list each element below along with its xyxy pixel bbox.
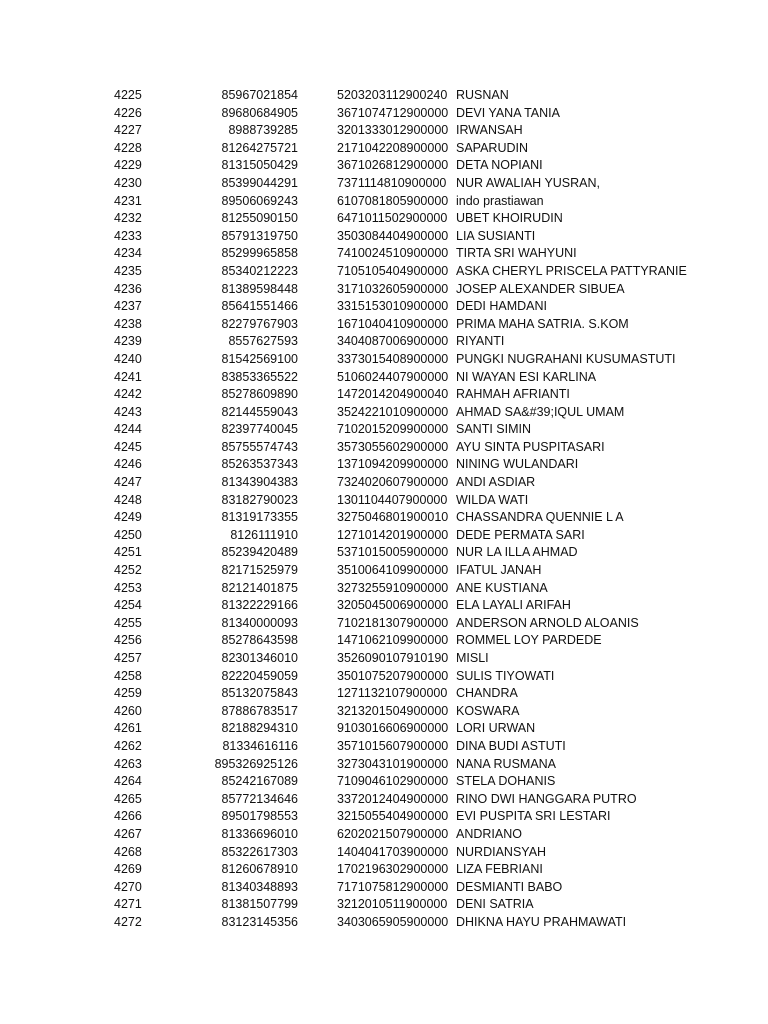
- table-row: [0, 175, 768, 193]
- row-number-cell: 4257: [114, 651, 142, 665]
- row-number-cell: 4265: [114, 791, 142, 806]
- name-cell: IRWANSAH: [456, 123, 523, 138]
- name-cell: NI WAYAN ESI KARLINA: [456, 369, 597, 384]
- id-number-cell: 7105105404900000: [337, 263, 449, 278]
- name-cell: DETA NOPIANI: [456, 158, 543, 173]
- name-cell: IFATUL JANAH: [456, 563, 542, 578]
- row-number-cell: 4251: [114, 545, 142, 560]
- table-row: [0, 685, 768, 703]
- phone-number-cell: 81319173355: [221, 510, 298, 525]
- phone-number-cell: 81264275721: [221, 140, 298, 155]
- phone-number-cell: 85340212223: [221, 263, 298, 278]
- table-row: [0, 879, 768, 897]
- id-number-cell: 1301104407900000: [337, 492, 448, 507]
- name-cell: ANDI ASDIAR: [456, 475, 536, 490]
- row-number-cell: 4243: [114, 404, 142, 419]
- name-cell: NUR LA ILLA AHMAD: [456, 545, 578, 560]
- id-number-cell: 1671040410900000: [337, 316, 449, 331]
- id-number-cell: 6471011502900000: [337, 211, 448, 226]
- id-number-cell: 1702196302900000: [337, 862, 449, 877]
- phone-number-cell: 85278643598: [221, 633, 298, 648]
- name-cell: CHANDRA: [456, 686, 518, 701]
- name-cell: RAHMAH AFRIANTI: [456, 387, 570, 402]
- table-row: [0, 791, 768, 809]
- table-row: [0, 369, 768, 387]
- table-row: [0, 281, 768, 299]
- phone-number-cell: 89501798553: [221, 809, 298, 824]
- row-number-cell: 4260: [114, 703, 142, 718]
- id-number-cell: 7371114810900000: [337, 175, 447, 190]
- row-number-cell: 4230: [114, 175, 142, 190]
- row-number-cell: 4253: [114, 580, 142, 595]
- table-row: [0, 157, 768, 175]
- phone-number-cell: 81336696010: [221, 826, 298, 841]
- row-number-cell: 4262: [114, 738, 142, 753]
- name-cell: AHMAD SA&#39;IQUL UMAM: [456, 404, 625, 419]
- id-number-cell: 5371015005900000: [337, 545, 449, 560]
- phone-number-cell: 82144559043: [221, 404, 298, 419]
- name-cell: NANA RUSMANA: [456, 756, 557, 771]
- id-number-cell: 1271014201900000: [337, 527, 449, 542]
- phone-number-cell: 85242167089: [221, 774, 298, 789]
- phone-number-cell: 81343904383: [221, 475, 298, 490]
- name-cell: PUNGKI NUGRAHANI KUSUMASTUTI: [456, 351, 676, 366]
- id-number-cell: 6202021507900000: [337, 826, 449, 841]
- phone-number-cell: 85132075843: [221, 686, 298, 701]
- table-row: [0, 632, 768, 650]
- phone-number-cell: 85755574743: [221, 439, 298, 454]
- table-row: [0, 615, 768, 633]
- name-cell: TIRTA SRI WAHYUNI: [456, 246, 577, 261]
- row-number-cell: 4266: [114, 809, 142, 824]
- name-cell: ELA LAYALI ARIFAH: [456, 598, 571, 613]
- phone-number-cell: 81260678910: [221, 862, 298, 877]
- table-row: [0, 386, 768, 404]
- table-row: [0, 245, 768, 263]
- name-cell: RUSNAN: [456, 88, 509, 102]
- row-number-cell: 4263: [114, 756, 142, 771]
- phone-number-cell: 81340348893: [221, 879, 298, 894]
- phone-number-cell: 85239420489: [221, 545, 298, 560]
- name-cell: WILDA WATI: [456, 492, 529, 507]
- name-cell: AYU SINTA PUSPITASARI: [456, 439, 605, 454]
- table-row: [0, 333, 768, 351]
- phone-number-cell: 82188294310: [221, 721, 298, 736]
- id-number-cell: 5203203112900240: [337, 88, 448, 102]
- row-number-cell: 4240: [114, 351, 142, 366]
- table-row: [0, 562, 768, 580]
- id-number-cell: 3205045006900000: [337, 598, 449, 613]
- id-number-cell: 9103016606900000: [337, 721, 449, 736]
- table-row: [0, 421, 768, 439]
- row-number-cell: 4268: [114, 844, 142, 859]
- phone-number-cell: 85278609890: [221, 387, 298, 402]
- phone-number-cell: 82397740045: [221, 422, 298, 437]
- name-cell: PRIMA MAHA SATRIA. S.KOM: [456, 316, 629, 331]
- name-cell: DEDE PERMATA SARI: [456, 527, 585, 542]
- name-cell: NURDIANSYAH: [456, 844, 547, 859]
- row-number-cell: 4259: [114, 686, 142, 701]
- name-cell: DEVI YANA TANIA: [456, 105, 560, 120]
- name-cell: SAPARUDIN: [456, 140, 529, 155]
- id-number-cell: 6107081805900000: [337, 193, 449, 208]
- id-number-cell: 3403065905900000: [337, 914, 449, 929]
- phone-number-cell: 85772134646: [221, 791, 298, 806]
- phone-number-cell: 8557627593: [228, 334, 298, 349]
- name-cell: DHIKNA HAYU PRAHMAWATI: [456, 914, 627, 929]
- row-number-cell: 4229: [114, 158, 142, 173]
- table-row: [0, 298, 768, 316]
- table-row: [0, 597, 768, 615]
- table-row: [0, 263, 768, 281]
- row-number-cell: 4232: [114, 211, 142, 226]
- table-row: [0, 316, 768, 334]
- id-number-cell: 3215055404900000: [337, 809, 449, 824]
- phone-number-cell: 85791319750: [221, 228, 298, 243]
- name-cell: RINO DWI HANGGARA PUTRO: [456, 791, 637, 806]
- table-row: [0, 844, 768, 862]
- row-number-cell: 4238: [114, 316, 142, 331]
- row-number-cell: 4242: [114, 387, 142, 402]
- row-number-cell: 4226: [114, 105, 142, 120]
- row-number-cell: 4236: [114, 281, 142, 296]
- table-row: [0, 914, 768, 932]
- phone-number-cell: 83123145356: [221, 914, 298, 929]
- id-number-cell: 1371094209900000: [337, 457, 449, 472]
- table-row: [0, 896, 768, 914]
- table-row: [0, 474, 768, 492]
- name-cell: STELA DOHANIS: [456, 774, 556, 789]
- name-cell: DEDI HAMDANI: [456, 299, 547, 314]
- phone-number-cell: 85322617303: [221, 844, 298, 859]
- table-row: [0, 544, 768, 562]
- phone-number-cell: 81340000093: [221, 615, 298, 630]
- id-number-cell: 1271132107900000: [337, 686, 448, 701]
- table-row: [0, 140, 768, 158]
- name-cell: SULIS TIYOWATI: [456, 668, 555, 683]
- table-row: [0, 439, 768, 457]
- id-number-cell: 1404041703900000: [337, 844, 449, 859]
- id-number-cell: 3213201504900000: [337, 703, 449, 718]
- id-number-cell: 7102181307900000: [337, 615, 449, 630]
- id-number-cell: 3671026812900000: [337, 158, 449, 173]
- id-number-cell: 3315153010900000: [337, 299, 449, 314]
- name-cell: NUR AWALIAH YUSRAN,: [456, 175, 601, 190]
- row-number-cell: 4244: [114, 422, 142, 437]
- phone-number-cell: 81315050429: [221, 158, 298, 173]
- phone-number-cell: 82220459059: [221, 668, 298, 683]
- phone-number-cell: 85299965858: [221, 246, 298, 261]
- row-number-cell: 4241: [114, 369, 142, 384]
- phone-number-cell: 81542569100: [221, 351, 298, 366]
- name-cell: NINING WULANDARI: [456, 457, 579, 472]
- phone-number-cell: 82301346010: [221, 651, 298, 665]
- data-sheet: [0, 87, 768, 932]
- name-cell: DESMIANTI BABO: [456, 879, 563, 894]
- row-number-cell: 4269: [114, 862, 142, 877]
- id-number-cell: 7102015209900000: [337, 422, 449, 437]
- table-row: [0, 703, 768, 721]
- id-number-cell: 3510064109900000: [337, 563, 449, 578]
- phone-number-cell: 81255090150: [221, 211, 298, 226]
- table-row: [0, 773, 768, 791]
- table-row: [0, 122, 768, 140]
- id-number-cell: 3212010511900000: [337, 897, 448, 912]
- id-number-cell: 3503084404900000: [337, 228, 449, 243]
- table-row: [0, 210, 768, 228]
- phone-number-cell: 89506069243: [221, 193, 298, 208]
- name-cell: SANTI SIMIN: [456, 422, 532, 437]
- row-number-cell: 4249: [114, 510, 142, 525]
- table-row: [0, 861, 768, 879]
- row-number-cell: 4245: [114, 439, 142, 454]
- id-number-cell: 3171032605900000: [337, 281, 449, 296]
- name-cell: DENI SATRIA: [456, 897, 534, 912]
- table-row: [0, 738, 768, 756]
- id-number-cell: 5106024407900000: [337, 369, 449, 384]
- row-number-cell: 4258: [114, 668, 142, 683]
- name-cell: UBET KHOIRUDIN: [456, 211, 563, 226]
- row-number-cell: 4237: [114, 299, 142, 314]
- table-row: [0, 87, 768, 105]
- phone-number-cell: 82121401875: [221, 580, 298, 595]
- row-number-cell: 4256: [114, 633, 142, 648]
- name-cell: LORI URWAN: [456, 721, 536, 736]
- phone-number-cell: 8988739285: [228, 123, 298, 138]
- id-number-cell: 3373015408900000: [337, 351, 449, 366]
- name-cell: ANDERSON ARNOLD ALOANIS: [456, 615, 639, 630]
- table-row: [0, 720, 768, 738]
- id-number-cell: 3273043101900000: [337, 756, 449, 771]
- row-number-cell: 4231: [114, 193, 142, 208]
- row-number-cell: 4225: [114, 88, 142, 102]
- phone-number-cell: 85641551466: [221, 299, 298, 314]
- row-number-cell: 4267: [114, 826, 142, 841]
- table-row: [0, 527, 768, 545]
- row-number-cell: 4233: [114, 228, 142, 243]
- row-number-cell: 4239: [114, 334, 142, 349]
- id-number-cell: 3571015607900000: [337, 738, 449, 753]
- table-row: [0, 756, 768, 774]
- name-cell: MISLI: [456, 651, 489, 665]
- phone-number-cell: 82171525979: [221, 563, 298, 578]
- row-number-cell: 4227: [114, 123, 142, 138]
- row-number-cell: 4252: [114, 563, 142, 578]
- name-cell: ANDRIANO: [456, 826, 522, 841]
- id-number-cell: 7171075812900000: [337, 879, 449, 894]
- phone-number-cell: 895326925126: [214, 756, 298, 771]
- row-number-cell: 4246: [114, 457, 142, 472]
- id-number-cell: 3573055602900000: [337, 439, 449, 454]
- phone-number-cell: 8126111910: [230, 527, 298, 542]
- table-row: [0, 404, 768, 422]
- table-row: [0, 351, 768, 369]
- row-number-cell: 4235: [114, 263, 142, 278]
- name-cell: DINA BUDI ASTUTI: [456, 738, 566, 753]
- name-cell: ASKA CHERYL PRISCELA PATTYRANIE: [456, 263, 687, 278]
- name-cell: LIZA FEBRIANI: [456, 862, 543, 877]
- id-number-cell: 3671074712900000: [337, 105, 449, 120]
- id-number-cell: 1471062109900000: [337, 633, 449, 648]
- name-cell: LIA SUSIANTI: [456, 228, 536, 243]
- phone-number-cell: 83853365522: [221, 369, 298, 384]
- phone-number-cell: 89680684905: [221, 105, 298, 120]
- phone-number-cell: 85263537343: [221, 457, 298, 472]
- phone-number-cell: 81389598448: [221, 281, 298, 296]
- id-number-cell: 7324020607900000: [337, 475, 449, 490]
- name-cell: EVI PUSPITA SRI LESTARI: [456, 809, 611, 824]
- table-row: [0, 492, 768, 510]
- id-number-cell: 3524221010900000: [337, 404, 449, 419]
- row-number-cell: 4254: [114, 598, 142, 613]
- phone-number-cell: 85967021854: [221, 88, 298, 102]
- table-row: [0, 509, 768, 527]
- row-number-cell: 4255: [114, 615, 142, 630]
- name-cell: indo prastiawan: [456, 193, 544, 208]
- name-cell: RIYANTI: [456, 334, 505, 349]
- phone-number-cell: 87886783517: [221, 703, 298, 718]
- row-number-cell: 4271: [114, 897, 142, 912]
- id-number-cell: 3404087006900000: [337, 334, 449, 349]
- id-number-cell: 3501075207900000: [337, 668, 449, 683]
- name-cell: JOSEP ALEXANDER SIBUEA: [456, 281, 625, 296]
- id-number-cell: 7410024510900000: [337, 246, 449, 261]
- row-number-cell: 4261: [114, 721, 142, 736]
- name-cell: KOSWARA: [456, 703, 520, 718]
- phone-number-cell: 82279767903: [221, 316, 298, 331]
- phone-number-cell: 81334616116: [222, 738, 298, 753]
- table-row: [0, 105, 768, 123]
- row-number-cell: 4248: [114, 492, 142, 507]
- table-row: [0, 826, 768, 844]
- table-row: [0, 808, 768, 826]
- id-number-cell: 2171042208900000: [337, 140, 449, 155]
- table-row: [0, 456, 768, 474]
- row-number-cell: 4234: [114, 246, 142, 261]
- phone-number-cell: 83182790023: [221, 492, 298, 507]
- id-number-cell: 3372012404900000: [337, 791, 449, 806]
- row-number-cell: 4270: [114, 879, 142, 894]
- name-cell: ROMMEL LOY PARDEDE: [456, 633, 602, 648]
- phone-number-cell: 85399044291: [221, 175, 298, 190]
- phone-number-cell: 81381507799: [221, 897, 298, 912]
- name-cell: CHASSANDRA QUENNIE L A: [456, 510, 624, 525]
- id-number-cell: 3273255910900000: [337, 580, 449, 595]
- row-number-cell: 4228: [114, 140, 142, 155]
- table-row: [0, 668, 768, 686]
- table-row: [0, 228, 768, 246]
- table-row: [0, 580, 768, 598]
- table-row: [0, 650, 768, 668]
- row-number-cell: 4264: [114, 774, 142, 789]
- id-number-cell: 3201333012900000: [337, 123, 449, 138]
- row-number-cell: 4272: [114, 914, 142, 929]
- id-number-cell: 3526090107910190: [337, 651, 449, 665]
- table-row: [0, 193, 768, 211]
- phone-number-cell: 81322229166: [221, 598, 298, 613]
- id-number-cell: 1472014204900040: [337, 387, 449, 402]
- name-cell: ANE KUSTIANA: [456, 580, 548, 595]
- row-number-cell: 4247: [114, 475, 142, 490]
- row-number-cell: 4250: [114, 527, 142, 542]
- id-number-cell: 3275046801900010: [337, 510, 449, 525]
- id-number-cell: 7109046102900000: [337, 774, 449, 789]
